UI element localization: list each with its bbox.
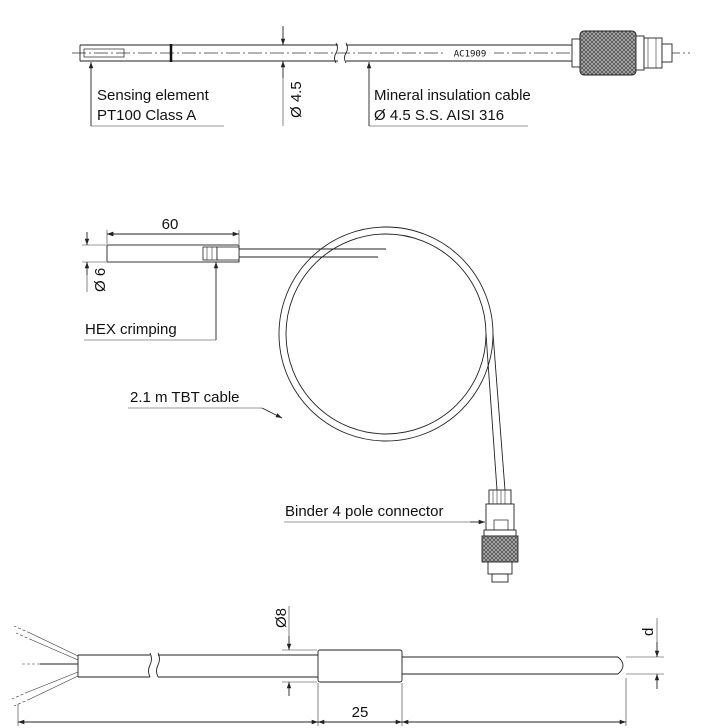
bottom-length-label: 25 — [351, 704, 369, 721]
bottom-sleeve — [318, 650, 402, 682]
tbt-cable-callout — [128, 389, 282, 418]
cable-coil-outer — [279, 227, 493, 441]
sensing-element-callout — [91, 62, 224, 126]
mineral-cable-line1: Mineral insulation cable — [374, 87, 531, 104]
binder-connector — [482, 490, 518, 582]
middle-length-dimension — [107, 216, 239, 244]
sensing-element-line1: Sensing element — [97, 87, 209, 104]
bottom-diameter-label: Ø8 — [273, 607, 290, 628]
stripped-wires — [12, 626, 78, 706]
hex-crimping-label: HEX crimping — [85, 321, 177, 338]
top-connector — [572, 31, 672, 75]
middle-diameter-label: Ø 6 — [92, 267, 109, 292]
tbt-cable-label: 2.1 m TBT cable — [130, 389, 240, 406]
middle-probe — [82, 216, 518, 582]
bottom-cable — [78, 653, 318, 677]
bottom-d-label: d — [640, 627, 657, 636]
binder-connector-label: Binder 4 pole connector — [285, 503, 444, 520]
binder-connector-callout — [284, 503, 485, 522]
middle-diameter-dimension — [82, 232, 109, 292]
bottom-probe — [12, 606, 664, 726]
mineral-cable-line2: Ø 4.5 S.S. AISI 316 — [374, 107, 505, 124]
code-label: AC1909 — [453, 49, 487, 60]
top-probe — [72, 26, 690, 126]
sensing-element-line2: PT100 Class A — [97, 107, 197, 124]
mineral-cable-callout — [369, 62, 531, 126]
cable-coil-inner — [286, 234, 486, 434]
top-diameter-dimension — [283, 26, 305, 126]
bottom-length-dimension — [18, 678, 626, 726]
middle-length-label: 60 — [161, 216, 179, 233]
hex-crimp — [203, 247, 217, 260]
bottom-d-dimension — [626, 618, 664, 689]
top-diameter-label: Ø 4.5 — [288, 81, 305, 118]
bottom-sheath — [402, 657, 623, 674]
bottom-diameter-dimension — [273, 606, 317, 696]
